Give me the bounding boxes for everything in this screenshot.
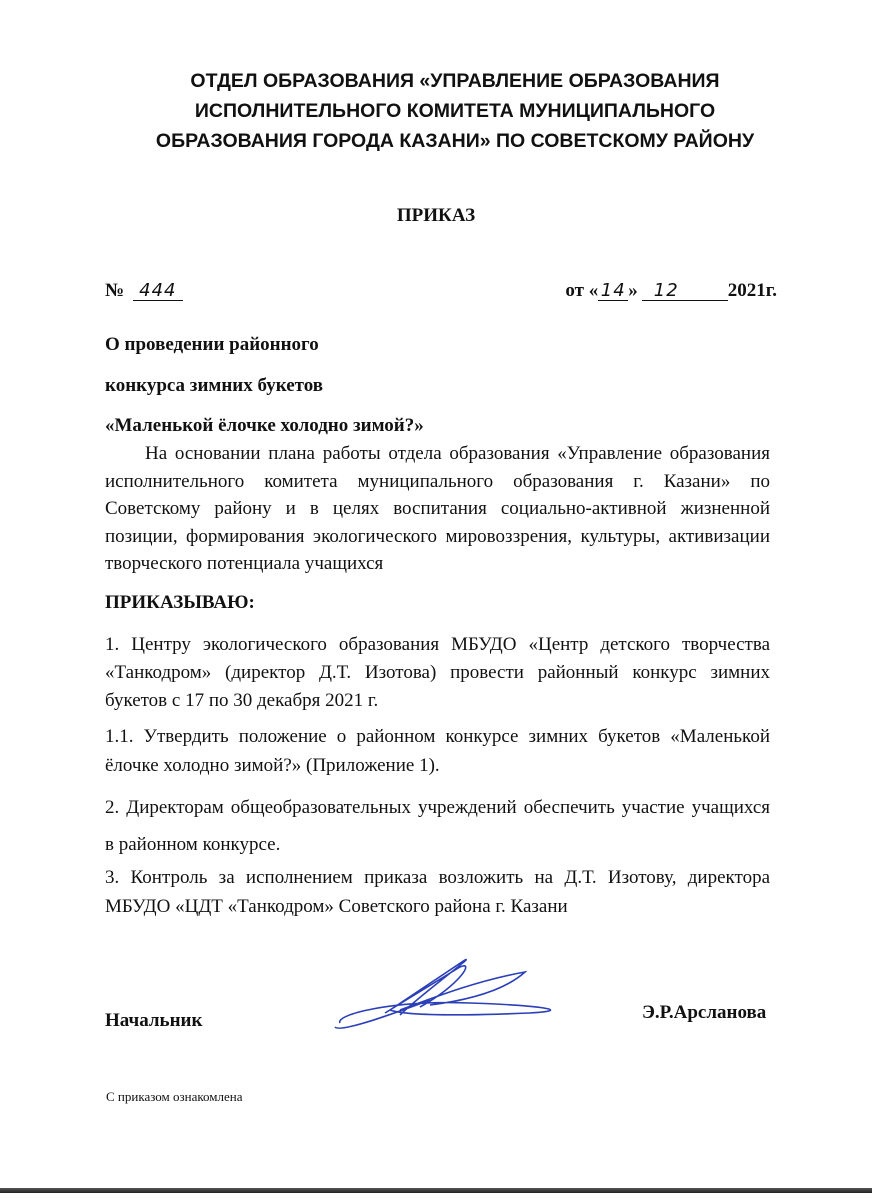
signatory-role: Начальник [105, 1010, 203, 1031]
organization-header [60, 66, 850, 156]
date-year: 2021г. [727, 280, 777, 301]
date-mid: » [628, 280, 638, 301]
header-line: ОБРАЗОВАНИЯ ГОРОДА КАЗАНИ» ПО СОВЕТСКОМУ РАЙОНУ [155, 130, 755, 152]
subject-line: О проведении районного [105, 334, 319, 355]
order-date [565, 280, 777, 302]
order-word: ПРИКАЗЫВАЮ: [105, 592, 255, 613]
acknowledgement-note: С приказом ознакомлена [106, 1089, 243, 1104]
order-item-3: 3. Контроль за исполнением приказа возложить на Д.Т. Изотову, директора МБУДО «ЦДТ «Танкодром» Советского района г. Казани [105, 867, 770, 917]
order-item-1-1: 1.1. Утвердить положение о районном конкурсе зимних букетов «Маленькой ёлочке холодно зимой?» (Приложение 1). [105, 726, 770, 776]
order-item-2: 2. Директорам общеобразовательных учреждений обеспечить участие учащихся в районном конкурсе. [105, 797, 770, 855]
handwritten-signature [330, 955, 570, 1035]
header-line: ИСПОЛНИТЕЛЬНОГО КОМИТЕТА МУНИЦИПАЛЬНОГО [194, 100, 716, 122]
header-line: ОТДЕЛ ОБРАЗОВАНИЯ «УПРАВЛЕНИЕ ОБРАЗОВАНИЯ [190, 70, 720, 92]
order-item-1: 1. Центру экологического образования МБУДО «Центр детского творчества «Танкодром» (директор Д.Т. Изотова) провести районный конкурс зимних букетов с 17 по 30 декабря 2021 г. [105, 634, 770, 711]
signatory-name: Э.Р.Арсланова [642, 1002, 767, 1023]
date-month: 12 [642, 282, 728, 301]
number-label: № [105, 280, 125, 301]
document-title: ПРИКАЗ [396, 205, 476, 226]
subject-line: «Маленькой ёлочке холодно зимой?» [105, 415, 424, 436]
scan-edge [0, 1188, 872, 1193]
preamble-paragraph: На основании плана работы отдела образования «Управление образования исполнительного комитета муниципального образования г. Казани» по Советскому району и в целях воспитания социально-активной жизненной позиции, формирования экологического мировоззрения, культуры, активизации творческого потенциала учащихся [105, 443, 770, 574]
subject-line: конкурса зимних букетов [105, 374, 324, 396]
date-prefix: от « [565, 280, 599, 301]
date-day: 14 [598, 282, 628, 301]
order-number [105, 280, 183, 302]
number-value: 444 [133, 282, 183, 301]
order-subject [105, 325, 424, 447]
